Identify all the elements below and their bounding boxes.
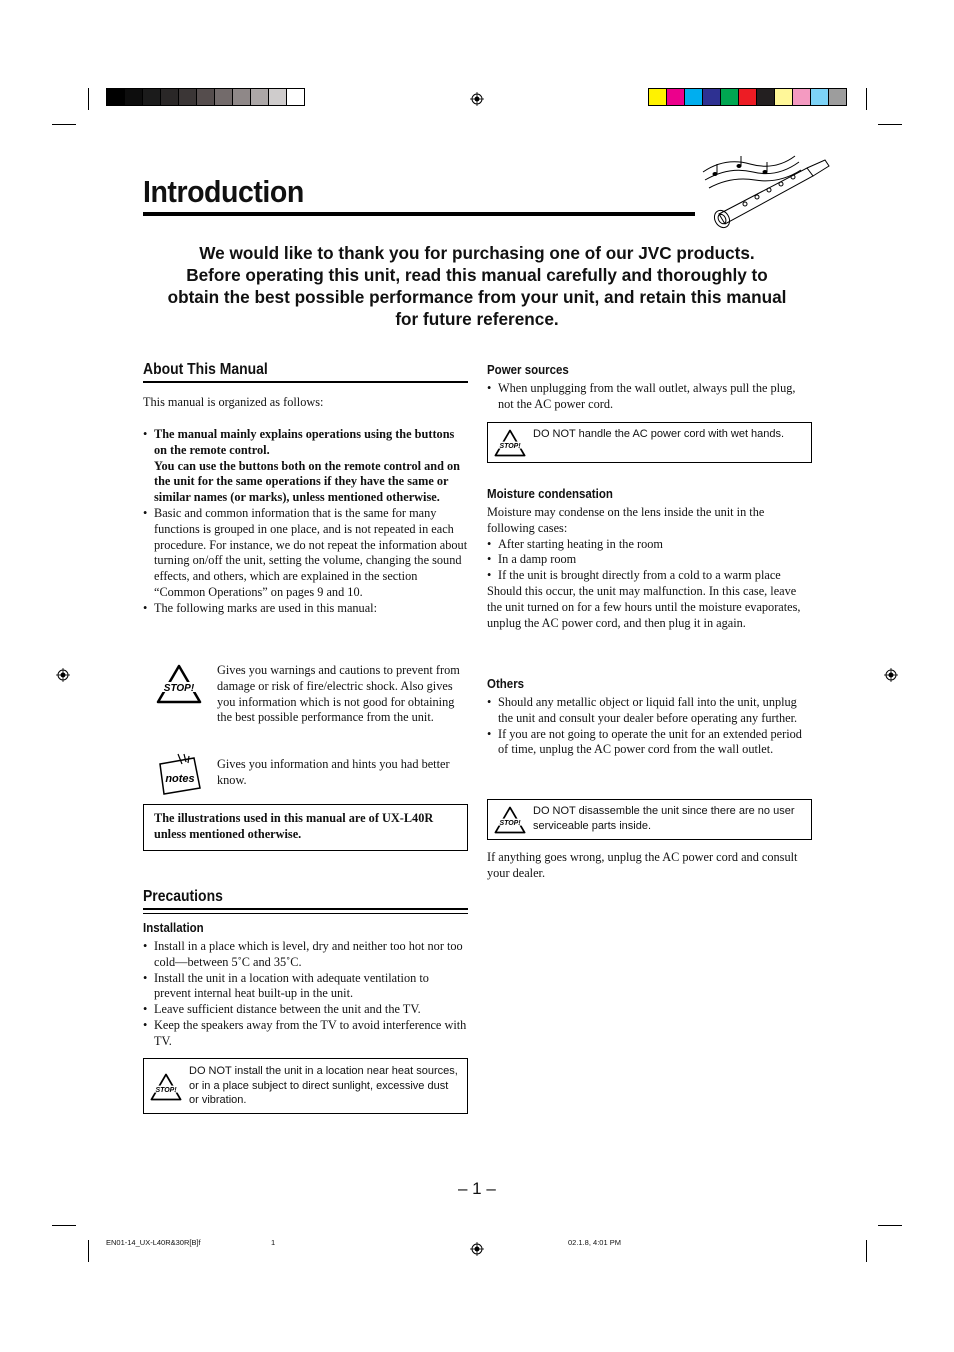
section-rule <box>143 381 468 383</box>
calibration-swatch <box>739 89 757 105</box>
list-item: • Install in a place which is level, dry and neither too hot nor too cold—between 5˚C and 35˚C. <box>143 939 468 971</box>
grayscale-calibration-bar <box>106 88 305 106</box>
crop-mark <box>88 1240 89 1262</box>
warning-text: DO NOT handle the AC power cord with wet hands. <box>533 428 785 440</box>
flute-illustration-icon <box>695 152 833 234</box>
calibration-swatch <box>811 89 829 105</box>
list-item: • Should any metallic object or liquid fall into the unit, unplug the unit and consult your dealer before operating any further. <box>487 695 812 727</box>
footer-date: 02.1.8, 4:01 PM <box>568 1238 621 1247</box>
calibration-swatch <box>829 89 846 105</box>
about-bullet-bold-2: You can use the buttons both on the remote control and on the unit for the same operations if they have the same or similar names (or marks), unless mentioned otherwise. <box>154 458 460 505</box>
installation-list <box>143 939 468 1050</box>
calibration-swatch <box>215 89 233 105</box>
intro-line: Before operating this unit, read this manual carefully and thoroughly to <box>186 265 768 285</box>
moisture-lead: Moisture may condense on the lens inside the unit in the following cases: <box>487 505 765 535</box>
calibration-swatch <box>251 89 269 105</box>
others-closing: If anything goes wrong, unplug the AC power cord and consult your dealer. <box>487 850 798 880</box>
list-item: • If the unit is brought directly from a cold to a warm place <box>487 568 812 584</box>
page-number: – 1 – <box>458 1179 496 1198</box>
notes-mark-description: Gives you information and hints you had better know. <box>217 757 450 787</box>
crop-mark <box>88 88 89 110</box>
page-title: Introduction <box>143 174 304 209</box>
others-warning-box <box>487 799 812 840</box>
svg-text:STOP!: STOP! <box>499 819 521 827</box>
footer-page: 1 <box>271 1238 276 1247</box>
calibration-swatch <box>685 89 703 105</box>
crop-mark <box>878 1225 902 1226</box>
calibration-swatch <box>269 89 287 105</box>
svg-text:STOP!: STOP! <box>499 442 521 450</box>
others-list <box>487 695 812 758</box>
calibration-swatch <box>287 89 304 105</box>
crop-mark <box>52 124 76 125</box>
stop-warning-icon <box>494 806 526 834</box>
footer-filename: EN01-14_UX-L40R&30R[B]f <box>106 1238 201 1247</box>
warning-text: DO NOT install the unit in a location near heat sources, or in a place subject to direct sunlight, excessive dust or vibration. <box>189 1065 458 1106</box>
list-item: • Leave sufficient distance between the unit and the TV. <box>143 1002 468 1018</box>
calibration-swatch <box>775 89 793 105</box>
section-rule <box>143 913 468 914</box>
registration-mark-icon <box>470 92 484 106</box>
registration-mark-icon <box>56 668 70 682</box>
about-bullet-list <box>143 427 468 617</box>
calibration-swatch <box>143 89 161 105</box>
calibration-swatch <box>793 89 811 105</box>
calibration-swatch <box>667 89 685 105</box>
stop-mark-description: Gives you warnings and cautions to prevent from damage or risk of fire/electric shock. Also gives you information which is not good for obtaining the best possible performance from the unit. <box>217 663 460 725</box>
subheading-power-sources: Power sources <box>487 363 569 377</box>
intro-line: for future reference. <box>395 309 559 329</box>
about-bullet-bold: The manual mainly explains operations using the buttons on the remote control. <box>154 427 455 457</box>
installation-warning-box <box>143 1058 468 1114</box>
subheading-moisture-condensation: Moisture condensation <box>487 487 613 501</box>
power-list <box>487 381 812 413</box>
notes-icon <box>156 752 204 796</box>
stop-warning-icon <box>494 429 526 457</box>
svg-text:notes: notes <box>165 773 195 785</box>
calibration-swatch <box>757 89 775 105</box>
subheading-installation: Installation <box>143 921 204 935</box>
calibration-swatch <box>179 89 197 105</box>
calibration-swatch <box>125 89 143 105</box>
svg-text:STOP!: STOP! <box>163 683 195 694</box>
section-heading-precautions: Precautions <box>143 888 223 905</box>
calibration-swatch <box>197 89 215 105</box>
list-item: • The following marks are used in this manual: <box>143 601 468 617</box>
list-item: • After starting heating in the room <box>487 537 812 553</box>
calibration-swatch <box>107 89 125 105</box>
list-item: • Basic and common information that is the same for many functions is grouped in one place, and is not repeated in each procedure. For instance, we do not repeat the information about turning on/off the unit, setting the volume, changing the sound effects, and others, which are explained in the section “Common Operations” on pages 9 and 10. <box>143 506 468 601</box>
list-item: • Install the unit in a location with adequate ventilation to prevent internal heat built-up in the unit. <box>143 971 468 1003</box>
subheading-others: Others <box>487 677 525 691</box>
about-lead: This manual is organized as follows: <box>143 395 324 409</box>
intro-line: We would like to thank you for purchasing one of our JVC products. <box>199 243 755 263</box>
warning-text: DO NOT disassemble the unit since there are no user serviceable parts inside. <box>533 805 795 832</box>
intro-paragraph <box>143 242 811 330</box>
intro-line: obtain the best possible performance from your unit, and retain this manual <box>167 287 787 307</box>
registration-mark-icon <box>470 1242 484 1256</box>
stop-warning-icon <box>156 664 202 704</box>
list-item <box>143 427 468 506</box>
moisture-section <box>487 505 812 631</box>
list-item: • Keep the speakers away from the TV to avoid interference with TV. <box>143 1018 468 1050</box>
calibration-swatch <box>233 89 251 105</box>
crop-mark <box>866 88 867 110</box>
calibration-swatch <box>161 89 179 105</box>
moisture-trailing: Should this occur, the unit may malfunction. In this case, leave the unit turned on for a few hours until the moisture evaporates, unplug the AC power cord, and then plug it in again. <box>487 583 801 630</box>
title-underline <box>143 212 695 216</box>
color-calibration-bar <box>648 88 847 106</box>
svg-text:STOP!: STOP! <box>155 1086 177 1094</box>
calibration-swatch <box>649 89 667 105</box>
list-item: • When unplugging from the wall outlet, always pull the plug, not the AC power cord. <box>487 381 812 413</box>
power-warning-box <box>487 422 812 463</box>
calibration-swatch <box>721 89 739 105</box>
section-heading-about: About This Manual <box>143 361 268 378</box>
crop-mark <box>878 124 902 125</box>
registration-mark-icon <box>884 668 898 682</box>
list-item: • In a damp room <box>487 552 812 568</box>
section-rule <box>143 908 468 910</box>
list-item: • If you are not going to operate the unit for an extended period of time, unplug the AC power cord from the wall outlet. <box>487 727 812 759</box>
stop-warning-icon <box>150 1073 182 1101</box>
crop-mark <box>52 1225 76 1226</box>
illustration-note-box: The illustrations used in this manual are of UX-L40R unless mentioned otherwise. <box>143 804 468 851</box>
crop-mark <box>866 1240 867 1262</box>
calibration-swatch <box>703 89 721 105</box>
